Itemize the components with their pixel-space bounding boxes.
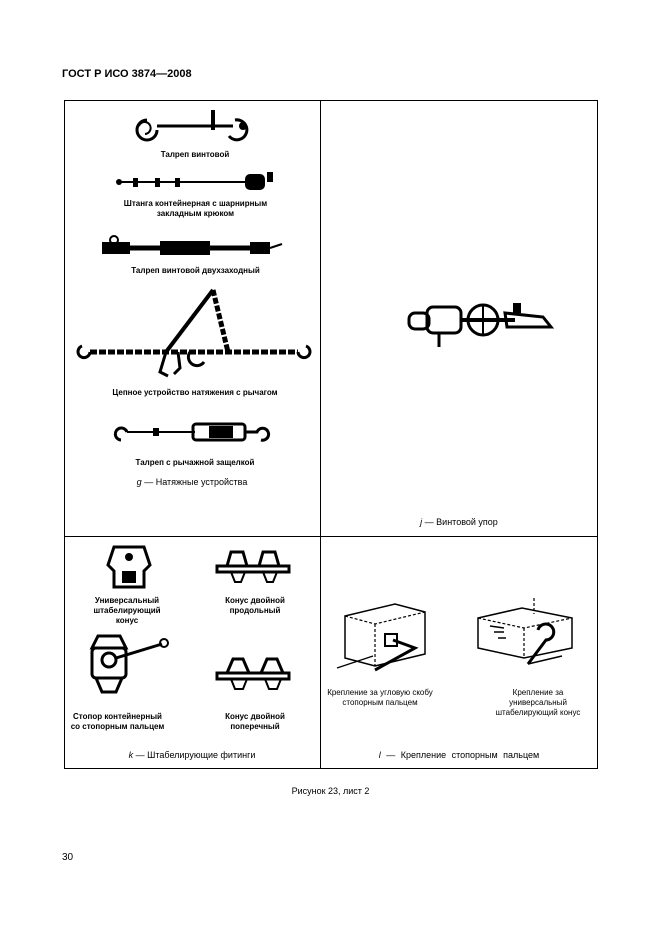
- label-panel-k: [64, 750, 320, 761]
- caption-container-stopper: Стопор контейнерный со стопорным пальцем: [70, 712, 165, 731]
- divider-vertical: [320, 100, 321, 769]
- label-panel-k-letter: k: [128, 750, 134, 760]
- corner-fitting-pin-drawing: [333, 598, 433, 676]
- screw-stop-drawing: [405, 295, 555, 349]
- chain-tensioner-drawing: [78, 280, 313, 380]
- transverse-double-cone-drawing: [213, 655, 293, 693]
- caption-longitudinal-double-cone: Конус двойной продольный: [225, 596, 285, 615]
- caption-universal-cone-pin: Крепление за универсальный штабелирующий конус: [495, 688, 581, 717]
- caption-screw-turnbuckle: Талреп винтовой: [160, 150, 230, 159]
- label-panel-l-text: — Крепление стопорным пальцем: [380, 750, 540, 760]
- container-bar-drawing: [115, 170, 275, 196]
- screw-turnbuckle-drawing: [125, 108, 265, 148]
- label-panel-g-letter: g: [136, 477, 142, 487]
- caption-corner-fitting-pin: Крепление за угловую скобу стопорным пальцем: [327, 688, 433, 707]
- caption-universal-stacking-cone: Универсальный штабелирующий конус: [93, 596, 161, 625]
- document-header: ГОСТ Р ИСО 3874—2008: [62, 68, 192, 80]
- double-screw-turnbuckle-drawing: [100, 236, 285, 260]
- caption-lever-turnbuckle: Талреп с рычажной защелкой: [135, 458, 255, 467]
- page-number: 30: [62, 852, 74, 863]
- label-panel-l-letter: l: [378, 750, 381, 760]
- universal-cone-pin-drawing: [470, 598, 580, 676]
- label-panel-l: [320, 750, 598, 761]
- figure-caption: Рисунок 23, лист 2: [291, 786, 370, 796]
- caption-container-bar: Штанга контейнерная с шарнирным закладным крюком: [123, 199, 268, 218]
- caption-double-screw-turnbuckle: Талреп винтовой двухзаходный: [131, 266, 260, 275]
- container-stopper-drawing: [82, 630, 172, 698]
- label-panel-k-text: — Штабелирующие фитинги: [133, 750, 256, 760]
- label-panel-j: [320, 517, 598, 528]
- caption-chain-tensioner: Цепное устройство натяжения с рычагом: [112, 388, 278, 397]
- label-panel-g-text: — Натяжные устройства: [141, 477, 248, 487]
- longitudinal-double-cone-drawing: [213, 548, 293, 586]
- label-panel-j-letter: j: [420, 517, 423, 527]
- lever-turnbuckle-drawing: [115, 418, 275, 450]
- caption-transverse-double-cone: Конус двойной поперечный: [225, 712, 285, 731]
- label-panel-j-text: — Винтовой упор: [422, 517, 498, 527]
- divider-horizontal: [64, 536, 598, 537]
- universal-stacking-cone-drawing: [106, 543, 152, 591]
- label-panel-g: [64, 477, 320, 488]
